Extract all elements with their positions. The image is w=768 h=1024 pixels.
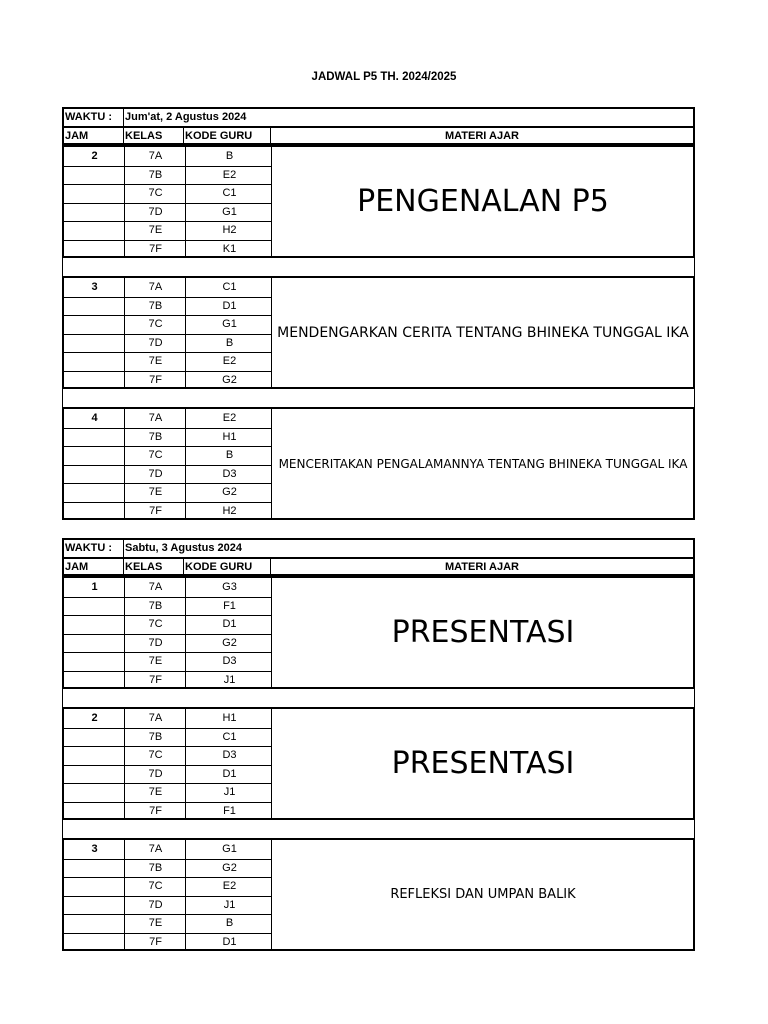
- kode-guru-cell: C1: [222, 730, 237, 743]
- divider: [64, 634, 272, 635]
- kode-guru-cell: E2: [222, 355, 237, 367]
- kode-guru-cell: H1: [222, 430, 237, 443]
- divider: [123, 128, 124, 143]
- waktu-label: WAKTU :: [65, 111, 113, 123]
- kode-guru-cell: D3: [222, 749, 237, 761]
- kode-guru-cell: B: [225, 917, 234, 929]
- divider: [64, 502, 272, 503]
- spacer-row: [62, 258, 695, 276]
- jam-cell: 2: [91, 150, 98, 162]
- kelas-cell: 7E: [148, 224, 163, 236]
- table-row: [64, 765, 272, 784]
- divider: [64, 483, 272, 484]
- kelas-cell: 7E: [148, 355, 163, 367]
- table-row: [64, 877, 272, 896]
- divider: [64, 465, 272, 466]
- kelas-cell: 7A: [148, 412, 163, 424]
- kode-guru-cell: G2: [222, 636, 237, 649]
- kelas-cell: 7A: [148, 712, 163, 724]
- divider: [64, 728, 272, 729]
- kode-guru-cell: J1: [223, 673, 236, 686]
- divider: [64, 896, 272, 897]
- table-row: [64, 428, 272, 447]
- day-schedule: [62, 107, 695, 520]
- spacer-row: [62, 689, 695, 707]
- divider: [64, 428, 272, 429]
- kode-guru-cell: G2: [222, 486, 237, 498]
- table-row: [64, 334, 272, 353]
- kode-guru-cell: E2: [222, 168, 237, 181]
- divider: [64, 334, 272, 335]
- kode-guru-cell: C1: [222, 281, 237, 293]
- waktu-row: [62, 107, 695, 126]
- table-row: [64, 896, 272, 915]
- date-label: Sabtu, 3 Agustus 2024: [125, 542, 242, 554]
- kelas-cell: 7C: [148, 880, 163, 892]
- divider: [64, 671, 272, 672]
- kelas-cell: 7C: [148, 749, 163, 761]
- session-block: [62, 576, 695, 689]
- kelas-cell: 7F: [149, 804, 162, 817]
- kelas-cell: 7D: [148, 636, 163, 649]
- session-block: [62, 407, 695, 520]
- table-row: [64, 728, 272, 747]
- kelas-cell: 7D: [148, 898, 163, 911]
- divider: [64, 597, 272, 598]
- jam-cell: 2: [91, 712, 98, 724]
- kelas-cell: 7D: [148, 205, 163, 218]
- kode-guru-cell: G1: [222, 843, 237, 855]
- spacer-row: [62, 820, 695, 838]
- kode-guru-cell: H2: [222, 224, 237, 236]
- kelas-cell: 7A: [148, 281, 163, 293]
- kode-guru-cell: J1: [223, 786, 236, 798]
- divider: [64, 933, 272, 934]
- kode-guru-cell: H1: [222, 712, 237, 724]
- divider: [64, 315, 272, 316]
- day-schedule: [62, 538, 695, 951]
- divider: [64, 783, 272, 784]
- header-materi-ajar: MATERI AJAR: [445, 561, 519, 573]
- table-row: [64, 297, 272, 316]
- jam-cell: 1: [91, 581, 98, 593]
- table-row: [64, 840, 272, 859]
- table-row: [64, 615, 272, 634]
- table-row: [64, 671, 272, 690]
- divider: [64, 240, 272, 241]
- kode-guru-cell: J1: [223, 898, 236, 911]
- table-row: [64, 352, 272, 371]
- divider: [64, 802, 272, 803]
- divider: [64, 652, 272, 653]
- kode-guru-cell: C1: [222, 187, 237, 199]
- table-row: [64, 914, 272, 933]
- table-row: [64, 746, 272, 765]
- kelas-cell: 7C: [148, 618, 163, 630]
- divider: [64, 914, 272, 915]
- kelas-cell: 7A: [148, 150, 163, 162]
- waktu-label: WAKTU :: [65, 542, 113, 554]
- kode-guru-cell: G2: [222, 373, 237, 386]
- spacer-row: [62, 389, 695, 407]
- kelas-cell: 7B: [148, 599, 163, 612]
- divider: [64, 166, 272, 167]
- table-row: [64, 634, 272, 653]
- kode-guru-cell: D1: [222, 618, 237, 630]
- kelas-cell: 7E: [148, 786, 163, 798]
- kelas-cell: 7C: [148, 449, 163, 461]
- divider: [64, 877, 272, 878]
- divider: [183, 559, 184, 574]
- table-row: [64, 147, 272, 166]
- header-jam: JAM: [65, 561, 89, 573]
- materi-ajar-cell: MENDENGARKAN CERITA TENTANG BHINEKA TUNGGAL IKA: [277, 324, 689, 341]
- materi-ajar-cell: REFLEKSI DAN UMPAN BALIK: [390, 887, 576, 902]
- kelas-cell: 7F: [149, 935, 162, 948]
- kelas-cell: 7F: [149, 673, 162, 686]
- table-row: [64, 240, 272, 259]
- jam-cell: 3: [91, 281, 98, 293]
- kelas-cell: 7B: [148, 299, 163, 312]
- header-jam: JAM: [65, 130, 89, 142]
- table-row: [64, 578, 272, 597]
- divider: [123, 109, 124, 126]
- kelas-cell: 7B: [148, 730, 163, 743]
- table-row: [64, 184, 272, 203]
- kelas-cell: 7D: [148, 467, 163, 480]
- divider: [64, 859, 272, 860]
- divider: [123, 540, 124, 557]
- table-row: [64, 933, 272, 952]
- kelas-cell: 7A: [148, 843, 163, 855]
- kelas-cell: 7B: [148, 430, 163, 443]
- materi-ajar-cell: MENCERITAKAN PENGALAMANNYA TENTANG BHINEKA TUNGGAL IKA: [278, 456, 688, 471]
- table-row: [64, 166, 272, 185]
- kelas-cell: 7B: [148, 861, 163, 874]
- header-materi-ajar: MATERI AJAR: [445, 130, 519, 142]
- kelas-cell: 7F: [149, 504, 162, 517]
- kelas-cell: 7D: [148, 767, 163, 780]
- divider: [64, 371, 272, 372]
- kode-guru-cell: F1: [223, 804, 236, 817]
- divider: [64, 352, 272, 353]
- table-row: [64, 203, 272, 222]
- materi-ajar-cell: PENGENALAN P5: [357, 184, 609, 219]
- kelas-cell: 7B: [148, 168, 163, 181]
- header-kode-guru: KODE GURU: [185, 561, 253, 573]
- column-header-row: [62, 557, 695, 576]
- divider: [64, 446, 272, 447]
- divider: [64, 746, 272, 747]
- kelas-cell: 7C: [148, 318, 163, 330]
- table-row: [64, 221, 272, 240]
- table-row: [64, 802, 272, 821]
- jam-cell: 3: [91, 843, 98, 855]
- kode-guru-cell: K1: [222, 242, 237, 255]
- table-row: [64, 371, 272, 390]
- session-block: [62, 276, 695, 389]
- kelas-cell: 7A: [148, 581, 163, 593]
- kode-guru-cell: B: [225, 336, 234, 349]
- kelas-cell: 7C: [148, 187, 163, 199]
- kode-guru-cell: B: [225, 150, 234, 162]
- kode-guru-cell: B: [225, 449, 234, 461]
- divider: [64, 765, 272, 766]
- kode-guru-cell: G1: [222, 205, 237, 218]
- table-row: [64, 597, 272, 616]
- table-row: [64, 652, 272, 671]
- materi-ajar-cell: PRESENTASI: [391, 746, 575, 781]
- kode-guru-cell: D3: [222, 467, 237, 480]
- kode-guru-cell: H2: [222, 504, 237, 517]
- header-kode-guru: KODE GURU: [185, 130, 253, 142]
- header-kelas: KELAS: [125, 130, 163, 142]
- kode-guru-cell: G2: [222, 861, 237, 874]
- table-row: [64, 483, 272, 502]
- divider: [64, 221, 272, 222]
- session-block: [62, 838, 695, 951]
- kode-guru-cell: F1: [223, 599, 236, 612]
- materi-ajar-cell: PRESENTASI: [391, 615, 575, 650]
- kode-guru-cell: D1: [222, 767, 237, 780]
- table-row: [64, 709, 272, 728]
- kelas-cell: 7F: [149, 373, 162, 386]
- waktu-row: [62, 538, 695, 557]
- table-row: [64, 859, 272, 878]
- jam-cell: 4: [91, 412, 98, 424]
- kelas-cell: 7E: [148, 917, 163, 929]
- date-label: Jum'at, 2 Agustus 2024: [125, 111, 247, 123]
- divider: [183, 128, 184, 143]
- kode-guru-cell: G1: [222, 318, 237, 330]
- divider: [64, 203, 272, 204]
- kode-guru-cell: D1: [222, 935, 237, 948]
- table-row: [64, 502, 272, 521]
- table-row: [64, 465, 272, 484]
- column-header-row: [62, 126, 695, 145]
- table-row: [64, 278, 272, 297]
- kelas-cell: 7F: [149, 242, 162, 255]
- kelas-cell: 7D: [148, 336, 163, 349]
- kode-guru-cell: E2: [222, 412, 237, 424]
- header-kelas: KELAS: [125, 561, 163, 573]
- table-row: [64, 409, 272, 428]
- kelas-cell: 7E: [148, 486, 163, 498]
- divider: [64, 184, 272, 185]
- kode-guru-cell: E2: [222, 880, 237, 892]
- divider: [64, 615, 272, 616]
- table-row: [64, 783, 272, 802]
- session-block: [62, 707, 695, 820]
- kelas-cell: 7E: [148, 655, 163, 667]
- table-row: [64, 446, 272, 465]
- session-block: [62, 145, 695, 258]
- divider: [64, 297, 272, 298]
- page-title: JADWAL P5 TH. 2024/2025: [311, 71, 457, 83]
- divider: [123, 559, 124, 574]
- kode-guru-cell: G3: [222, 581, 237, 593]
- table-row: [64, 315, 272, 334]
- kode-guru-cell: D3: [222, 655, 237, 667]
- kode-guru-cell: D1: [222, 299, 237, 312]
